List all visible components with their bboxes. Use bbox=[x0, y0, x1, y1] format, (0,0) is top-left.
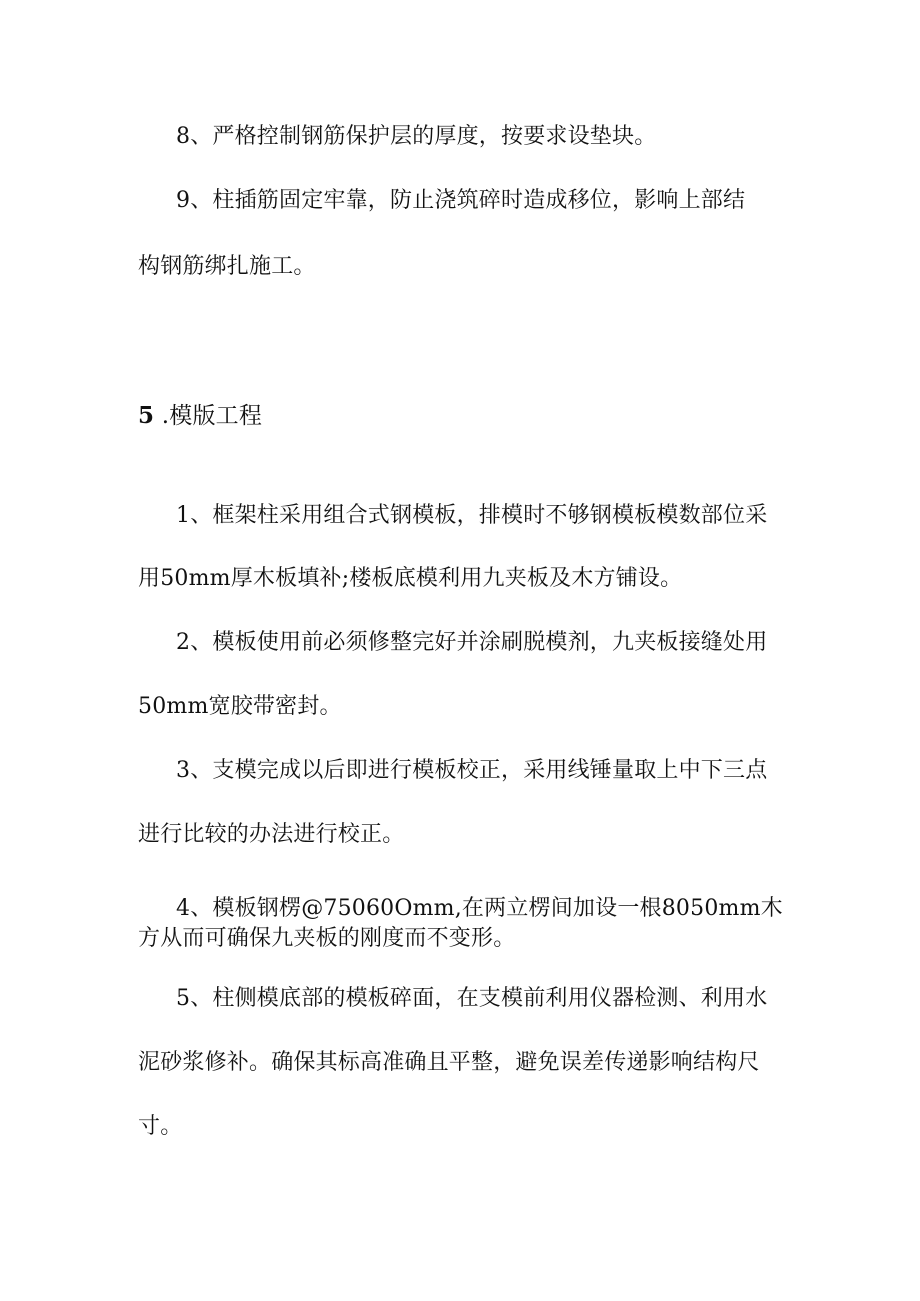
section-heading-title: .模版工程 bbox=[161, 403, 263, 429]
paragraph-9-line-1: 9、柱插筋固定牢靠，防止浇筑碎时造成移位，影响上部结 bbox=[176, 188, 746, 213]
paragraph-3-line-1: 3、支模完成以后即进行模板校正，采用线锤量取上中下三点 bbox=[176, 758, 768, 783]
paragraph-5-line-3: 寸。 bbox=[138, 1114, 183, 1139]
paragraph-4-line-2: 方从而可确保九夹板的刚度而不变形。 bbox=[138, 926, 516, 951]
section-heading bbox=[138, 403, 788, 429]
paragraph-8-line-1: 8、严格控制钢筋保护层的厚度，按要求设垫块。 bbox=[176, 124, 657, 149]
paragraph-1-line-2: 用50mm厚木板填补;楼板底模利用九夹板及木方铺设。 bbox=[138, 566, 683, 591]
section-heading-number: 5 bbox=[138, 402, 155, 429]
paragraph-2-line-1: 2、模板使用前必须修整完好并涂刷脱模剂，九夹板接缝处用 bbox=[176, 630, 768, 655]
paragraph-5-line-2: 泥砂浆修补。确保其标高准确且平整，避免误差传递影响结构尺 bbox=[138, 1050, 760, 1075]
paragraph-4-line-1: 4、模板钢楞@75060Omm,在两立楞间加设一根8050mm木 bbox=[176, 896, 783, 921]
paragraph-3-line-2: 进行比较的办法进行校正。 bbox=[138, 822, 405, 847]
paragraph-2-line-2: 50mm宽胶带密封。 bbox=[138, 694, 342, 719]
paragraph-1-line-1: 1、框架柱采用组合式钢模板，排模时不够钢模板模数部位采 bbox=[176, 503, 768, 528]
paragraph-5-line-1: 5、柱侧模底部的模板碎面，在支模前利用仪器检测、利用水 bbox=[176, 986, 768, 1011]
paragraph-9-line-2: 构钢筋绑扎施工。 bbox=[138, 254, 316, 279]
